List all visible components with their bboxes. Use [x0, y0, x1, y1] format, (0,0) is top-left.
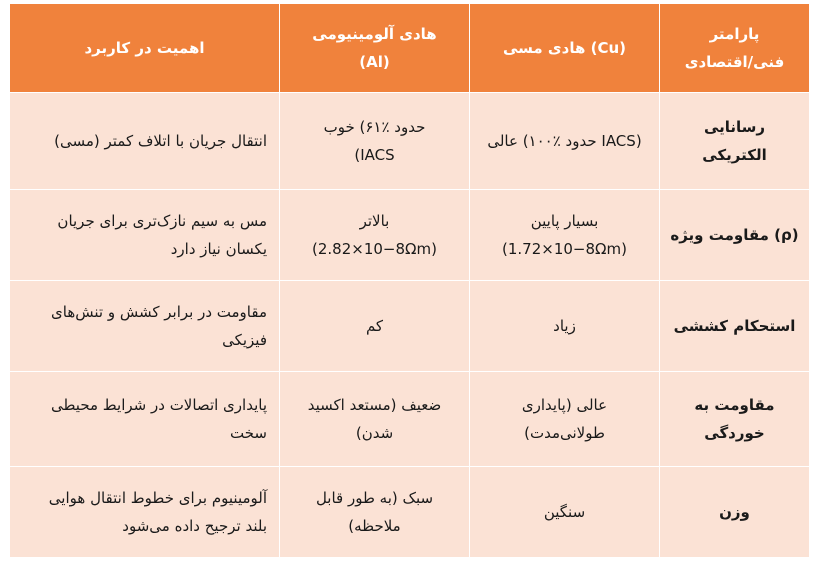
importance-cell — [10, 372, 280, 467]
param-cell — [660, 281, 810, 372]
importance-line: انتقال جریان با اتلاف کمتر (مسی) — [54, 131, 267, 150]
importance-line: آلومینیوم برای خطوط انتقال هوایی — [48, 488, 267, 507]
importance-line: بلند ترجیح داده می‌شود — [122, 517, 267, 535]
importance-line: فیزیکی — [222, 331, 267, 349]
param-cell — [660, 190, 810, 281]
aluminum-line: ضعیف (مستعد اکسید — [307, 395, 442, 414]
aluminum-cell — [280, 93, 470, 190]
header-aluminum-line-1: هادی آلومینیومی — [312, 24, 437, 43]
table-row — [10, 281, 810, 372]
header-aluminum-line-2: (Al) — [359, 53, 390, 71]
table-row — [10, 372, 810, 467]
copper-cell — [470, 190, 660, 281]
aluminum-cell — [280, 372, 470, 467]
copper-line: سنگین — [543, 502, 586, 521]
comparison-table — [9, 3, 810, 558]
param-line: رسانایی — [703, 117, 766, 136]
param-line: الکتریکی — [702, 146, 767, 164]
aluminum-line: بالاتر — [359, 211, 390, 230]
importance-cell — [10, 467, 280, 558]
header-copper-line-1: (Cu) هادی مسی — [502, 38, 627, 57]
copper-line: (1.72×10−8Ωm) — [502, 240, 627, 258]
copper-cell — [470, 372, 660, 467]
param-cell — [660, 93, 810, 190]
aluminum-cell — [280, 190, 470, 281]
param-cell — [660, 467, 810, 558]
importance-cell — [10, 281, 280, 372]
aluminum-line: کم — [365, 316, 384, 335]
aluminum-line: IACS) — [354, 146, 395, 164]
copper-cell — [470, 467, 660, 558]
table-row — [10, 467, 810, 558]
copper-line: زیاد — [553, 316, 576, 335]
importance-line: مقاومت در برابر کشش و تنش‌های — [51, 302, 267, 321]
header-copper — [470, 4, 660, 93]
param-line: (ρ) مقاومت ویژه — [670, 225, 799, 244]
param-line: خوردگی — [704, 424, 765, 442]
table-header — [10, 4, 810, 93]
header-param-line-1: پارامتر — [709, 24, 760, 43]
importance-cell — [10, 93, 280, 190]
copper-cell — [470, 93, 660, 190]
aluminum-line: ملاحظه) — [348, 517, 401, 535]
table-row — [10, 190, 810, 281]
importance-line: یکسان نیاز دارد — [170, 240, 267, 258]
importance-line: مس به سیم نازک‌تری برای جریان — [57, 211, 267, 230]
header-param-line-2: فنی/اقتصادی — [684, 53, 785, 71]
copper-line: عالی (پایداری طولانی‌مدت) — [521, 395, 608, 442]
header-param — [660, 4, 810, 93]
header-importance — [10, 4, 280, 93]
aluminum-line: (2.82×10−8Ωm) — [312, 240, 437, 258]
table-row — [10, 93, 810, 190]
param-line: استحکام کششی — [673, 316, 796, 335]
importance-cell — [10, 190, 280, 281]
aluminum-line: شدن) — [355, 424, 394, 442]
aluminum-cell — [280, 467, 470, 558]
header-aluminum — [280, 4, 470, 93]
header-importance-line-1: اهمیت در کاربرد — [84, 38, 205, 57]
param-cell — [660, 372, 810, 467]
param-line: مقاومت به — [694, 395, 775, 414]
aluminum-line: سبک (به طور قابل — [315, 488, 434, 507]
copper-cell — [470, 281, 660, 372]
aluminum-line: حدود ٪۶۱) خوب — [323, 117, 426, 136]
importance-line: سخت — [230, 424, 267, 442]
importance-line: پایداری اتصالات در شرایط محیطی — [50, 395, 267, 414]
aluminum-cell — [280, 281, 470, 372]
param-line: وزن — [719, 502, 750, 521]
copper-line: (IACS حدود ٪۱۰۰) عالی — [487, 131, 642, 150]
copper-line: بسیار پایین — [530, 211, 599, 230]
